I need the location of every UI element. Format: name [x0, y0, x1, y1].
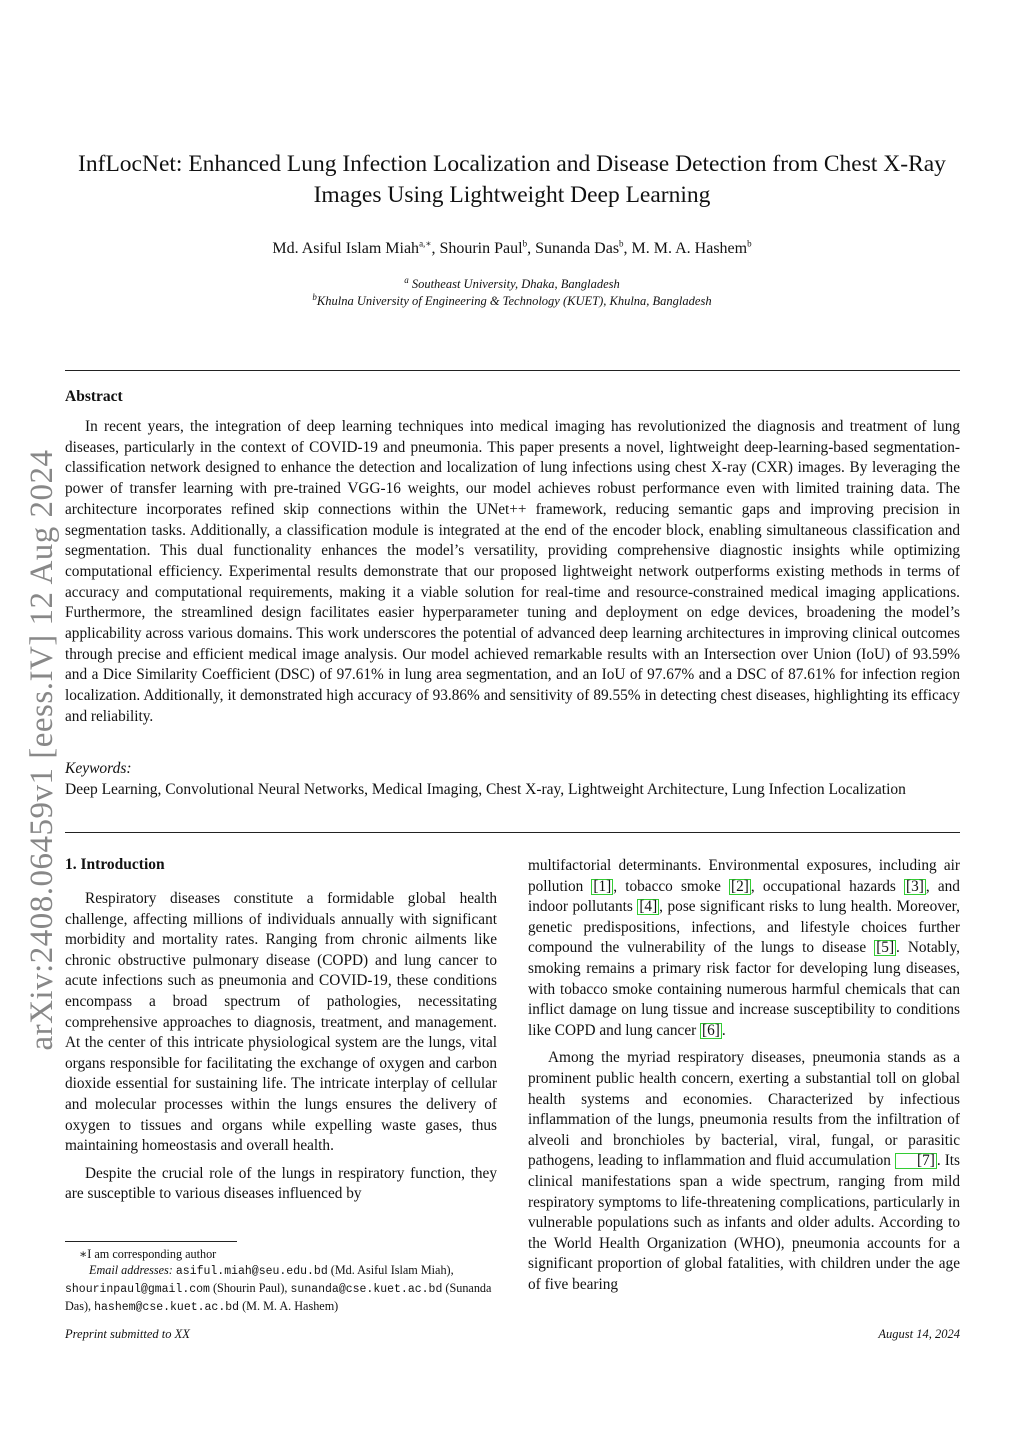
email-link[interactable]: sunanda@cse.kuet.ac.bd [290, 1283, 443, 1296]
affiliation [70, 293, 954, 309]
keywords-text: Deep Learning, Convolutional Neural Networks, Medical Imaging, Chest X-ray, Lightweight Architecture, Lung Infection Localization [65, 781, 906, 798]
email-addresses: Email addresses: asiful.miah@seu.edu.bd (Md. Asiful Islam Miah), shourinpaul@gmail.com (Shourin Paul), sunanda@cse.kuet.ac.bd (Sunanda Das), hashem@cse.kuet.ac.bd (M. M. A. Hashem) [65, 1263, 492, 1314]
footnote [65, 1246, 505, 1316]
author-name: Md. Asiful Islam Miah [272, 240, 420, 257]
abstract-heading: Abstract [65, 388, 123, 405]
email-link[interactable]: asiful.miah@seu.edu.bd [175, 1265, 328, 1278]
paragraph: Respiratory diseases constitute a formidable global health challenge, affecting millions of individuals annually with significant morbidity and mortality rates. Ranging from chronic ailments like chronic obstructive pulmonary disease (COPD) and lung cancer to acute infections such as pneumonia and COVID-19, these conditions encompass a broad spectrum of pathologies, necessitating comprehensive approaches to diagnosis, treatment, and management. At the center of this intricate physiological system are the lungs, vital organs responsible for facilitating the exchange of oxygen and carbon dioxide essential for sustaining life. The intricate interplay of cellular and molecular processes within the lungs ensures the delivery of oxygen to tissues and organs while expelling waste gases, thus maintaining homeostasis and overall health. [65, 890, 497, 1155]
author-list: Md. Asiful Islam Miah$^{a,∗}$, Shourin Paul$^b$, Sunanda Das$^b$, M. M. A. Hashem$^b$ [272, 238, 752, 257]
affiliation-text: Khulna University of Engineering & Technology (KUET), Khulna, Bangladesh [316, 294, 712, 308]
citation-link[interactable]: [1] [593, 877, 612, 895]
arxiv-identifier: arXiv:2408.06459v1 [eess.IV] 12 Aug 2024 [24, 449, 60, 1051]
top-divider [65, 370, 960, 371]
footer-date: August 14, 2024 [878, 1327, 960, 1341]
keywords-heading: Keywords: [65, 760, 132, 777]
citation-link[interactable]: [7] [895, 1153, 937, 1169]
author-name: Sunanda Das [535, 240, 620, 257]
author-name: M. M. A. Hashem [631, 240, 748, 257]
author-affil-mark: b [747, 238, 752, 249]
author-affil-mark: a,∗ [419, 238, 432, 249]
paper-title: InfLocNet: Enhanced Lung Infection Localization and Disease Detection from Chest X-Ray Images Using Lightweight Deep Learning [78, 151, 946, 208]
right-column [528, 856, 960, 1302]
citation-link[interactable]: [6] [702, 1021, 720, 1039]
paragraph: multifactorial determinants. Environmental exposures, including air pollution [1] , tobacco smoke [2] , occupational hazards [3] , and indoor pollutants [4] , pose significant risks to lung health. Moreover, genetic predispositions, infections, and lifestyle choices further compound the vulnerability of the lungs to disease [5] . Notably, smoking remains a primary risk factor for developing lung diseases, with tobacco smoke containing numerous harmful chemicals that can inflict damage on lung tissue and increase susceptibility to conditions like COPD and lung cancer [6] . [528, 857, 960, 1039]
author-affil-mark: b [522, 238, 528, 249]
paragraph: Despite the crucial role of the lungs in respiratory function, they are susceptible to various diseases influenced by [65, 1164, 497, 1203]
author-affil-mark: b [619, 238, 624, 249]
citation-link[interactable]: [2] [731, 877, 749, 895]
left-column [65, 889, 497, 1212]
citation-link[interactable]: [5] [876, 939, 895, 957]
email-link[interactable]: hashem@cse.kuet.ac.bd [94, 1301, 240, 1314]
footnote-divider [65, 1241, 237, 1242]
affiliation-text: Southeast University, Dhaka, Bangladesh [411, 277, 620, 291]
corresponding-author-note: ∗I am corresponding author [79, 1247, 217, 1261]
affiliation-mark: a [404, 274, 409, 285]
citation-link[interactable]: [3] [906, 877, 924, 895]
affiliation [70, 276, 954, 292]
citation-link[interactable]: [4] [639, 898, 658, 916]
paragraph: Among the myriad respiratory diseases, pneumonia stands as a prominent public health concern, exerting a substantial toll on global health systems and economies. Characterized by infectious inflammation of the lungs, pneumonia results from the infiltration of alveoli and bronchioles by bacterial, viral, fungal, or parasitic pathogens, leading to inflammation and fluid accumulation [7] . Its clinical manifestations span a wide spectrum, ranging from mild respiratory symptoms to life-threatening complications, particularly in vulnerable populations such as infants and older adults. According to the World Health Organization (WHO), pneumonia accounts for a significant proportion of global fatalities, with children under the age of five bearing [528, 1049, 960, 1293]
footer-preprint-note: Preprint submitted to XX [65, 1327, 190, 1341]
author-name: Shourin Paul [439, 240, 523, 257]
bottom-divider [65, 832, 960, 833]
abstract-text: In recent years, the integration of deep learning techniques into medical imaging has revolutionized the diagnosis and treatment of lung diseases, particularly in the context of COVID-19 and pneumonia. This paper presents a novel, lightweight deep-learning-based segmentation-classification network designed to enhance the detection and localization of lung infections using chest X-ray (CXR) images. By leveraging the power of transfer learning with pre-trained VGG-16 weights, our model achieves robust performance even with limited training data. The architecture incorporates refined skip connections within the UNet++ framework, reducing semantic gaps and improving precision in segmentation tasks. Additionally, a classification module is integrated at the end of the encoder block, enabling simultaneous classification and segmentation. This dual functionality enhances the model’s versatility, providing comprehensive diagnostic insights while optimizing computational efficiency. Experimental results demonstrate that our proposed lightweight network outperforms existing methods in terms of accuracy and computational requirements, making it a viable solution for real-time and resource-constrained medical imaging applications. Furthermore, the streamlined design facilitates easier hyperparameter tuning and deployment on edge devices, broadening the model’s applicability across various domains. This work underscores the potential of advanced deep learning architectures in improving clinical outcomes through precise and efficient medical image analysis. Our model achieved remarkable results with an Intersection over Union (IoU) of 93.59% and a Dice Similarity Coefficient (DSC) of 97.61% in lung area segmentation, and an IoU of 97.67% and a DSC of 87.61% for infection region localization. Additionally, it demonstrated high accuracy of 93.86% and sensitivity of 89.55% in detecting chest diseases, highlighting its efficacy and reliability. [65, 418, 960, 725]
section-heading: 1. Introduction [65, 856, 165, 873]
affiliation-mark: b [312, 291, 317, 302]
email-link[interactable]: shourinpaul@gmail.com [65, 1283, 210, 1296]
